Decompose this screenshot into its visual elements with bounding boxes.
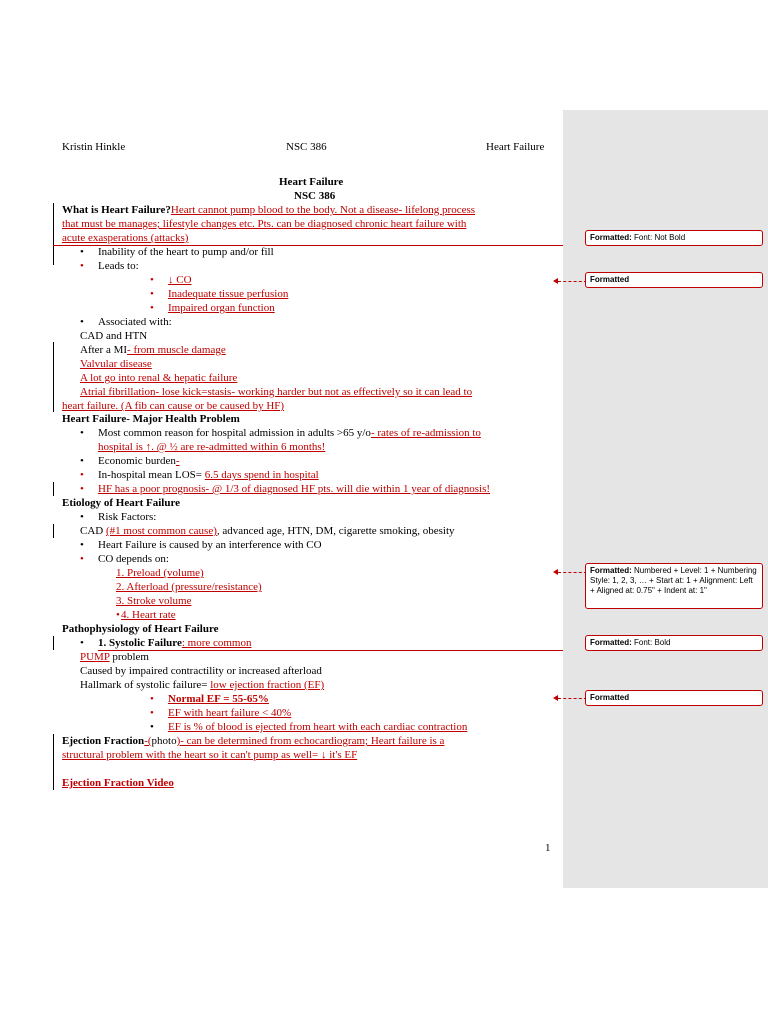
organ-function-text: Impaired organ function: [168, 302, 275, 314]
doc-title: Heart Failure: [279, 176, 344, 188]
comment-label: Formatted:: [590, 638, 632, 647]
econ-text: Economic burden: [98, 455, 176, 467]
format-comment[interactable]: [585, 690, 763, 706]
hallmark-inserted-text: low ejection fraction (EF): [210, 679, 325, 691]
definition-line-3: acute exasperations (attacks): [62, 232, 189, 244]
afib-line-1: Atrial fibrillation- lose kick=stasis- working harder but not as effectively so it can lead to: [80, 386, 473, 398]
comment-connector: [558, 281, 587, 282]
comment-label: Formatted:: [590, 233, 632, 242]
pump-text: PUMP: [80, 651, 110, 663]
definition-text: Heart cannot pump blood to the body. Not a disease- lifelong process: [170, 204, 476, 216]
doc-subtitle: NSC 386: [294, 190, 336, 202]
bullet-icon: •: [80, 260, 84, 272]
ejection-line-2: structural problem with the heart so it can't pump as well= ↓ it's EF: [62, 749, 358, 761]
los-line: [98, 468, 319, 482]
mi-inserted-text: - from muscle damage: [127, 344, 226, 356]
header-topic: Heart Failure: [486, 141, 545, 153]
bullet-icon: •: [80, 469, 84, 481]
los-inserted-text: 6.5 days spend in hospital: [204, 469, 319, 481]
bullet-icon: •: [80, 553, 84, 565]
comment-text: Font: Not Bold: [631, 233, 686, 242]
systolic-label: 1. Systolic Failure: [98, 637, 182, 649]
inability-text: Inability of the heart to pump and/or fill: [98, 246, 274, 258]
comment-label: Formatted: [590, 275, 630, 284]
change-bar: [53, 482, 54, 496]
bullet-icon: •: [116, 609, 120, 621]
most-common-line: [98, 426, 481, 440]
mi-line: [80, 343, 226, 357]
leads-to-text: Leads to:: [98, 260, 139, 272]
etiology-heading: Etiology of Heart Failure: [62, 497, 181, 509]
arrow-icon: [553, 569, 558, 575]
preload-item: 1. Preload (volume): [116, 567, 204, 579]
comment-label: Formatted:: [590, 566, 632, 575]
pump-line: [80, 650, 149, 664]
ef-percent-text: EF is % of blood is ejected from heart with each cardiac contraction: [168, 721, 468, 733]
risk-factors-text: Risk Factors:: [98, 511, 157, 523]
comment-connector: [53, 245, 587, 246]
econ-line: [98, 454, 180, 468]
bullet-icon: •: [150, 693, 154, 705]
ef-heart-failure-text: EF with heart failure < 40%: [168, 707, 292, 719]
definition-label: What is Heart Failure?: [62, 204, 171, 216]
cad-line: [80, 524, 455, 538]
comment-margin: [563, 110, 768, 888]
arrow-icon: [553, 695, 558, 701]
bullet-icon: •: [150, 302, 154, 314]
hallmark-text: Hallmark of systolic failure=: [80, 679, 211, 691]
change-bar: [53, 524, 54, 538]
hallmark-line: [80, 678, 324, 692]
pump-rest-text: problem: [109, 651, 149, 663]
ejection-video-link[interactable]: Ejection Fraction Video: [62, 777, 174, 789]
comment-connector: [558, 572, 587, 573]
caused-text: Caused by impaired contractility or increased afterload: [80, 665, 322, 677]
readmission-inserted-text: - rates of re-admission to: [370, 427, 481, 439]
header-name: Kristin Hinkle: [62, 141, 126, 153]
stroke-volume-item: 3. Stroke volume: [116, 595, 192, 607]
header-course: NSC 386: [286, 141, 327, 153]
comment-connector: [98, 650, 587, 651]
format-comment[interactable]: [585, 272, 763, 288]
comment-connector: [558, 698, 587, 699]
bullet-icon: •: [150, 721, 154, 733]
format-comment[interactable]: [585, 635, 763, 651]
co-decrease-text: ↓ CO: [168, 274, 192, 286]
change-bar: [53, 636, 54, 650]
los-text: In-hospital mean LOS=: [98, 469, 205, 481]
systolic-line: [98, 636, 251, 650]
heart-rate-item: 4. Heart rate: [121, 609, 176, 621]
bullet-icon: •: [80, 483, 84, 495]
photo-text: photo: [151, 735, 177, 747]
ejection-open-text: -(: [144, 735, 152, 747]
change-bar: [53, 203, 54, 265]
bullet-icon: •: [150, 274, 154, 286]
change-bar: [53, 734, 54, 790]
format-comment[interactable]: [585, 230, 763, 246]
comment-label: Formatted: [590, 693, 630, 702]
normal-ef-text: Normal EF = 55-65%: [168, 693, 269, 705]
major-problem-heading: Heart Failure- Major Health Problem: [62, 413, 240, 425]
cad-htn-text: CAD and HTN: [80, 330, 148, 342]
bullet-icon: •: [80, 455, 84, 467]
bullet-icon: •: [80, 427, 84, 439]
bullet-icon: •: [80, 637, 84, 649]
afterload-item: 2. Afterload (pressure/resistance): [116, 581, 262, 593]
ejection-label: Ejection Fraction: [62, 735, 145, 747]
format-comment[interactable]: [585, 563, 763, 609]
interference-text: Heart Failure is caused by an interference with CO: [98, 539, 322, 551]
valvular-text: Valvular disease: [80, 358, 152, 370]
ejection-inserted-text: )- can be determined from echocardiogram; Heart failure is a: [176, 735, 445, 747]
bullet-icon: •: [80, 316, 84, 328]
change-bar: [53, 342, 54, 412]
systolic-inserted-text: : more common: [181, 637, 252, 649]
comment-text: Font: Bold: [631, 638, 671, 647]
renal-text: A lot go into renal & hepatic failure: [80, 372, 238, 384]
risk-list-text: , advanced age, HTN, DM, cigarette smoking, obesity: [216, 525, 455, 537]
bullet-icon: •: [80, 539, 84, 551]
tissue-perfusion-text: Inadequate tissue perfusion: [168, 288, 289, 300]
bullet-icon: •: [150, 707, 154, 719]
comment-text: Numbered + Level: 1 + Numbering Style: 1, 2, 3, … + Start at: 1 + Alignment: Left + Aligned at: 0.75" + Indent at: 1": [590, 566, 757, 595]
associated-text: Associated with:: [98, 316, 172, 328]
bullet-icon: •: [80, 511, 84, 523]
most-common-text: Most common reason for hospital admission in adults >65 y/o: [98, 427, 371, 439]
cad-inserted-text: (#1 most common cause): [105, 525, 217, 537]
bullet-icon: •: [80, 246, 84, 258]
econ-inserted-text: -: [175, 455, 180, 467]
co-depends-text: CO depends on:: [98, 553, 169, 565]
patho-heading: Pathophysiology of Heart Failure: [62, 623, 219, 635]
afib-line-2: heart failure. (A fib can cause or be caused by HF): [62, 400, 285, 412]
mi-text: After a MI: [80, 344, 128, 356]
page-number: 1: [545, 842, 551, 854]
definition-line-1: [62, 203, 475, 217]
ejection-line-1: [62, 734, 444, 748]
bullet-icon: •: [150, 288, 154, 300]
readmit-text: hospital is ↑. @ ½ are re-admitted within 6 months!: [98, 441, 326, 453]
prognosis-text: HF has a poor prognosis- @ 1/3 of diagnosed HF pts. will die within 1 year of diagnosis!: [98, 483, 491, 495]
definition-line-2: that must be manages; lifestyle changes etc. Pts. can be diagnosed chronic heart failure with: [62, 218, 467, 230]
cad-text: CAD: [80, 525, 106, 537]
arrow-icon: [553, 278, 558, 284]
